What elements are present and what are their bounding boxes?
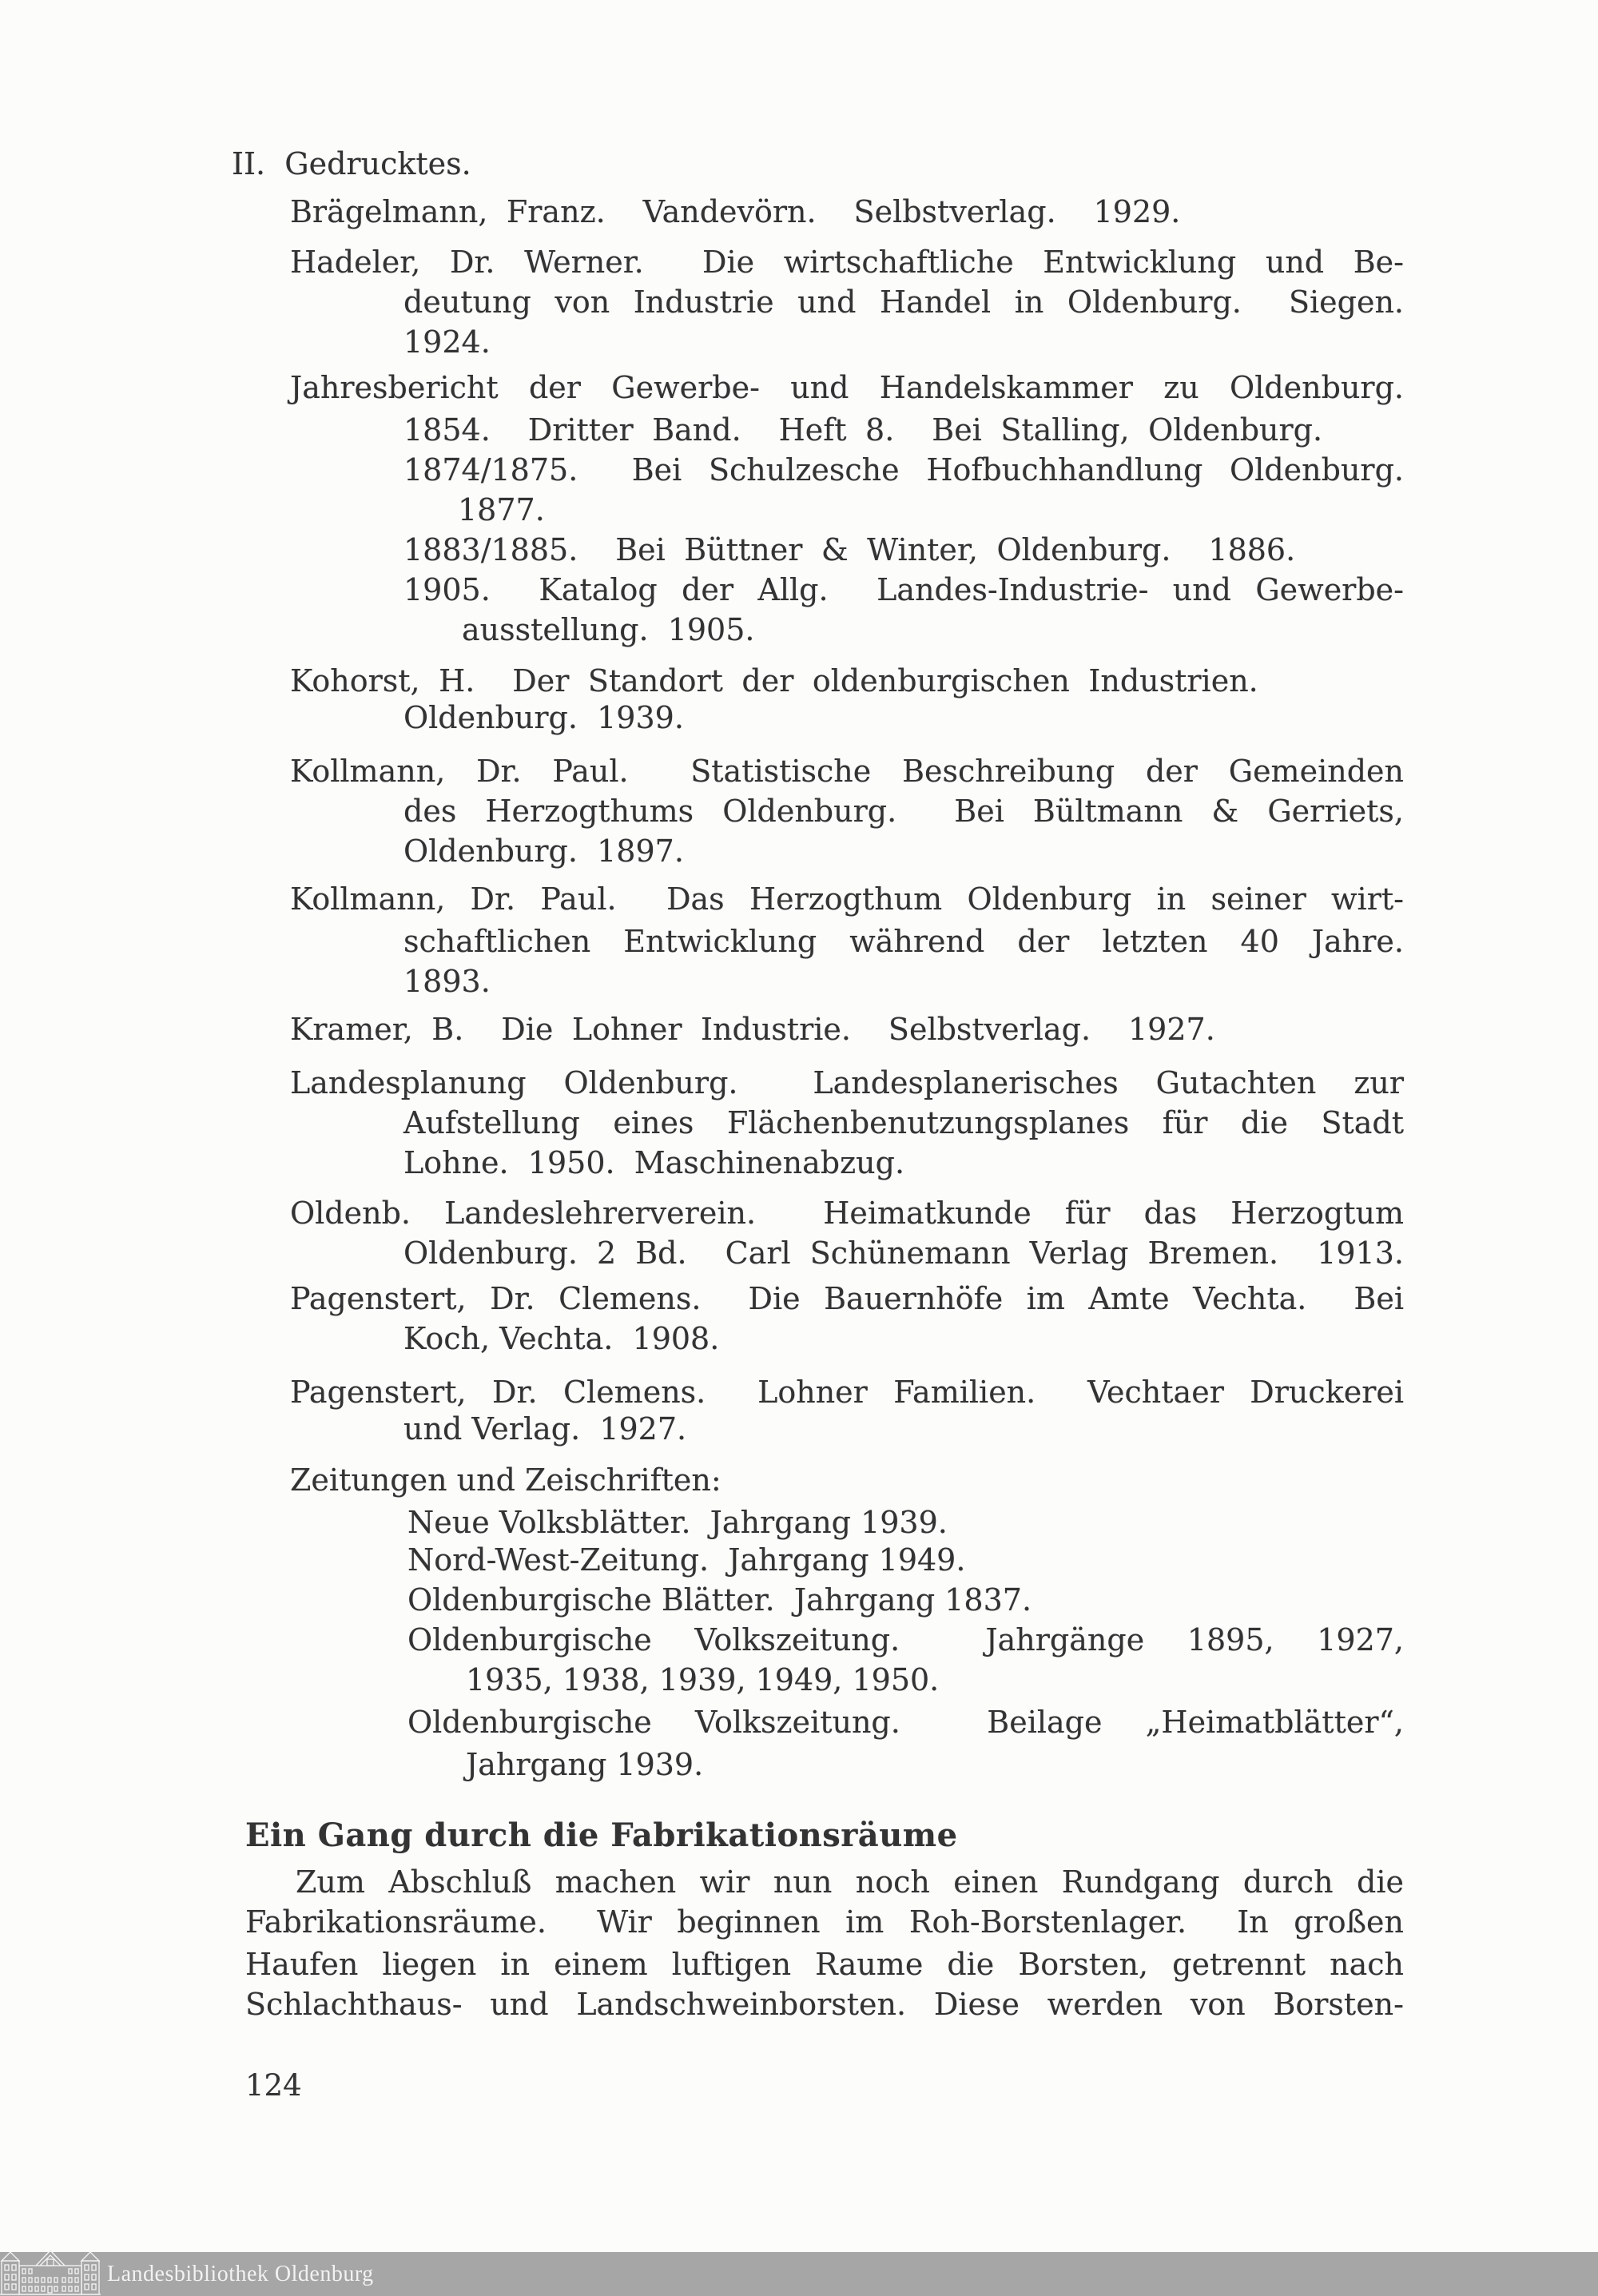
text-line: 1854. Dritter Band. Heft 8. Bei Stalling, Oldenburg. [403, 412, 1323, 448]
text-line: Aufstellung eines Flächenbenutzungsplanes für die Stadt [403, 1105, 1404, 1140]
text-line: Oldenburgische Volkszeitung. Jahrgänge 1895, 1927, [407, 1622, 1404, 1657]
text-line: Landesplanung Oldenburg. Landesplanerisches Gutachten zur [290, 1065, 1404, 1100]
text-line: und Verlag. 1927. [403, 1411, 687, 1446]
text-line: Fabrikationsräume. Wir beginnen im Roh-Borstenlager. In großen [245, 1904, 1404, 1940]
text-line: Pagenstert, Dr. Clemens. Die Bauernhöfe im Amte Vechta. Bei [290, 1281, 1404, 1316]
text-line: Hadeler, Dr. Werner. Die wirtschaftliche Entwicklung und Be- [290, 245, 1404, 280]
text-line: Pagenstert, Dr. Clemens. Lohner Familien. Vechtaer Druckerei [290, 1375, 1404, 1410]
text-line: 1883/1885. Bei Büttner & Winter, Oldenburg. 1886. [403, 532, 1296, 567]
text-line: ausstellung. 1905. [462, 612, 755, 647]
list-section-label: II. Gedrucktes. [232, 146, 471, 181]
text-line: Koch, Vechta. 1908. [403, 1321, 720, 1356]
text-line: Kollmann, Dr. Paul. Statistische Beschreibung der Gemeinden [290, 754, 1404, 789]
text-line: 1874/1875. Bei Schulzesche Hofbuchhandlung Oldenburg. [403, 452, 1404, 487]
text-line: Zeitungen und Zeischriften: [290, 1462, 721, 1498]
text-line: Oldenburg. 1897. [403, 834, 684, 869]
text-line: Kramer, B. Die Lohner Industrie. Selbstverlag. 1927. [290, 1012, 1215, 1047]
text-line: 1924. [403, 324, 491, 360]
text-line: 1893. [403, 964, 491, 999]
text-line: Brägelmann, Franz. Vandevörn. Selbstverlag. 1929. [290, 194, 1181, 229]
text-line: deutung von Industrie und Handel in Oldenburg. Siegen. [403, 285, 1404, 320]
text-line: Kohorst, H. Der Standort der oldenburgischen Industrien. [290, 663, 1258, 698]
text-line: schaftlichen Entwicklung während der letzten 40 Jahre. [403, 924, 1404, 959]
text-line: Nord-West-Zeitung. Jahrgang 1949. [407, 1542, 966, 1578]
library-building-icon [0, 2248, 101, 2296]
text-line: Jahresbericht der Gewerbe- und Handelskammer zu Oldenburg. [290, 370, 1404, 405]
text-line: des Herzogthums Oldenburg. Bei Bültmann & Gerriets, [403, 794, 1404, 829]
page-number: 124 [245, 2068, 302, 2103]
text-line: Haufen liegen in einem luftigen Raume die Borsten, getrennt nach [245, 1947, 1404, 1982]
text-line: 1935, 1938, 1939, 1949, 1950. [466, 1662, 940, 1697]
text-line: Kollmann, Dr. Paul. Das Herzogthum Oldenburg in seiner wirt- [290, 881, 1404, 917]
text-line: Zum Abschluß machen wir nun noch einen Rundgang durch die [296, 1864, 1404, 1900]
text-line: Oldenburgische Volkszeitung. Beilage „Heimatblätter“, [407, 1705, 1404, 1740]
text-line: 1905. Katalog der Allg. Landes-Industrie- und Gewerbe- [403, 572, 1404, 607]
text-line: Neue Volksblätter. Jahrgang 1939. [407, 1505, 948, 1540]
text-line: Oldenburg. 1939. [403, 700, 684, 735]
text-line: Jahrgang 1939. [466, 1747, 704, 1782]
text-line: 1877. [458, 492, 545, 527]
text-line: Schlachthaus- und Landschweinborsten. Diese werden von Borsten- [245, 1987, 1404, 2022]
text-line: Lohne. 1950. Maschinenabzug. [403, 1145, 905, 1180]
text-line: Oldenburg. 2 Bd. Carl Schünemann Verlag Bremen. 1913. [403, 1236, 1404, 1271]
section-heading: Ein Gang durch die Fabrikationsräume [245, 1817, 958, 1854]
text-line: Oldenburgische Blätter. Jahrgang 1837. [407, 1582, 1032, 1618]
text-line: Oldenb. Landeslehrerverein. Heimatkunde für das Herzogtum [290, 1196, 1404, 1231]
library-watermark-label: Landesbibliothek Oldenburg [107, 2262, 374, 2286]
